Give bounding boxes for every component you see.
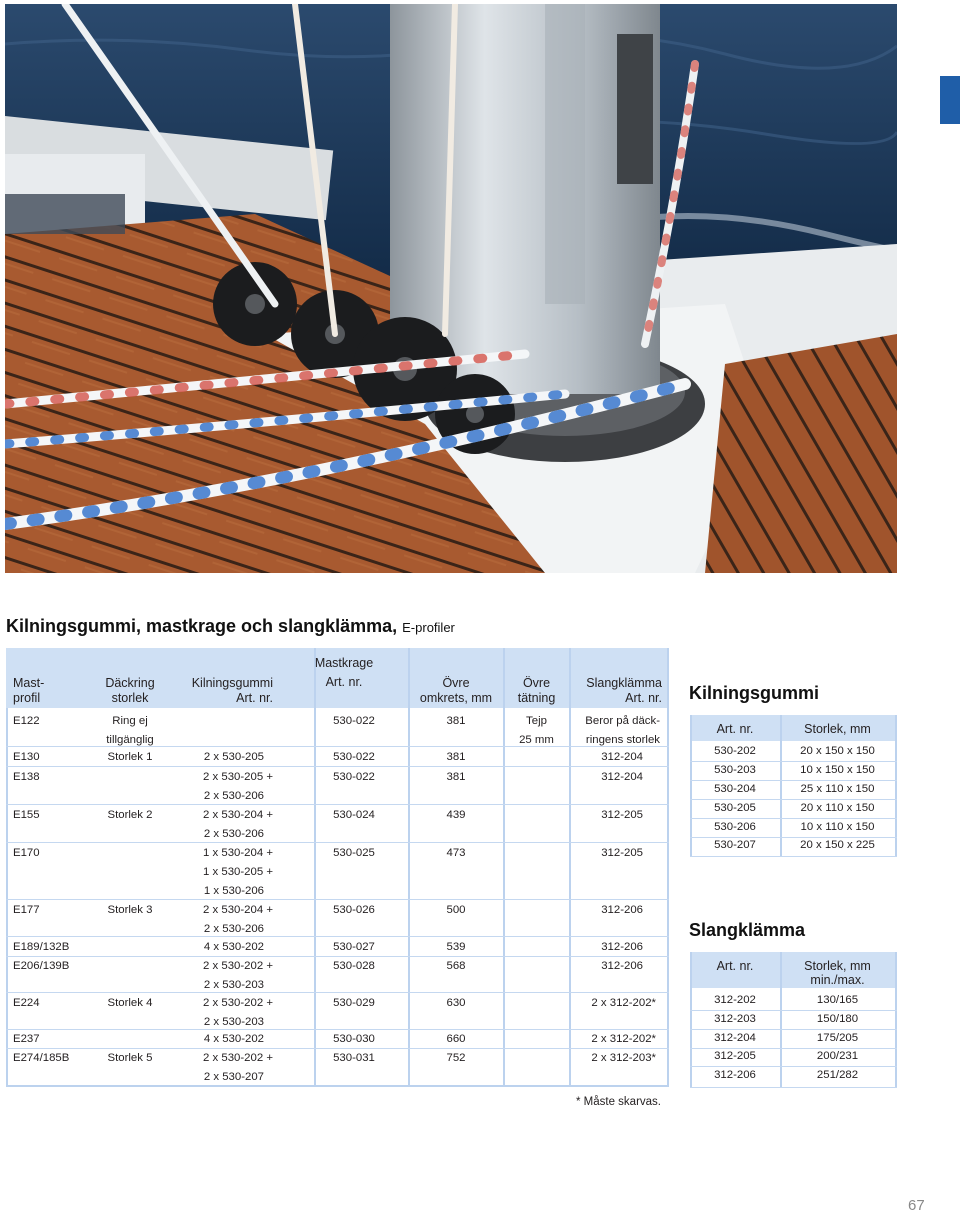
header-ovre-omkrets: Övre omkrets, mm [419,676,493,705]
footnote: * Måste skarvas. [576,1096,661,1108]
heading-title: Kilningsgummi, mastkrage och slangklämma, [6,616,398,636]
slangklamma-table: Art. nr. Storlek, mm min./max. 312-202 130/165 312-203 150/180 312-204 175/205 312-205 200/231 312-206 251/282 [690,952,897,1088]
header-mastprofil: Mast- profil [13,676,45,705]
kilningsgummi-title: Kilningsgummi [689,683,819,703]
mast-profile-table: Mast- profil Däckring storlek Kilningsgummi Art. nr. Mastkrage Art. nr. Övre omkrets, mm Övre tätning Slangklämma Art. nr. E122 Ring ej tillgänglig 530-022 381 Tejp 25 mm Beror på däck- ringens storlek E130 Storlek 1 2 x 530-205 530-022 381 312-204 E138 2 x 530-205 + 2 x 530-206 530-022 381 312-204 E155 Storlek 2 2 x 530-204 + 2 x 530-206 530-024 439 312-205 E170 1 x 530-204 + 1 x 530-205 + 1 x 530-206 530-025 473 312-205 E177 Storlek 3 2 x 530-204 + 2 x 530-206 530-026 500 312-206 E189/132B 4 x 530-202 530-027 539 312-206 E206/139B 2 x 530-202 + 2 x 530-203 530-028 568 312-206 E224 Storlek 4 2 x 530-202 + 2 x 530-203 530-029 630 2 x 312-202* E237 4 x 530-202 530-030 660 2 x 312-202* E274/185B Storlek 5 2 x 530-202 + 2 x 530-207 530-031 752 2 x 312-203* [6,648,669,1086]
header-storlek: Storlek, mm [804,722,871,736]
header-mastkrage: Mastkrage Art. nr. [314,656,374,689]
section-heading [6,616,455,637]
heading-subtitle: E-profiler [402,620,455,635]
header-storlek-minmax: Storlek, mm min./max. [804,959,871,987]
header-art-nr: Art. nr. [716,959,754,973]
header-slangklamma: Slangklämma Art. nr. [586,676,662,705]
header-art-nr: Art. nr. [716,722,754,736]
page-number: 67 [908,1197,925,1213]
header-kilningsgummi: Kilningsgummi Art. nr. [191,676,273,705]
header-ovre-tatning: Övre tätning [517,676,556,705]
header-dackring: Däckring storlek [105,676,155,705]
mast-base-photo [5,4,897,573]
slangklamma-title: Slangklämma [689,920,806,940]
section-tab-marker [940,76,960,124]
kilningsgummi-table: Art. nr. Storlek, mm 530-202 20 x 150 x 150 530-203 10 x 150 x 150 530-204 25 x 110 x 150 530-205 20 x 110 x 150 530-206 10 x 110 x 150 530-207 20 x 150 x 225 [690,715,897,857]
